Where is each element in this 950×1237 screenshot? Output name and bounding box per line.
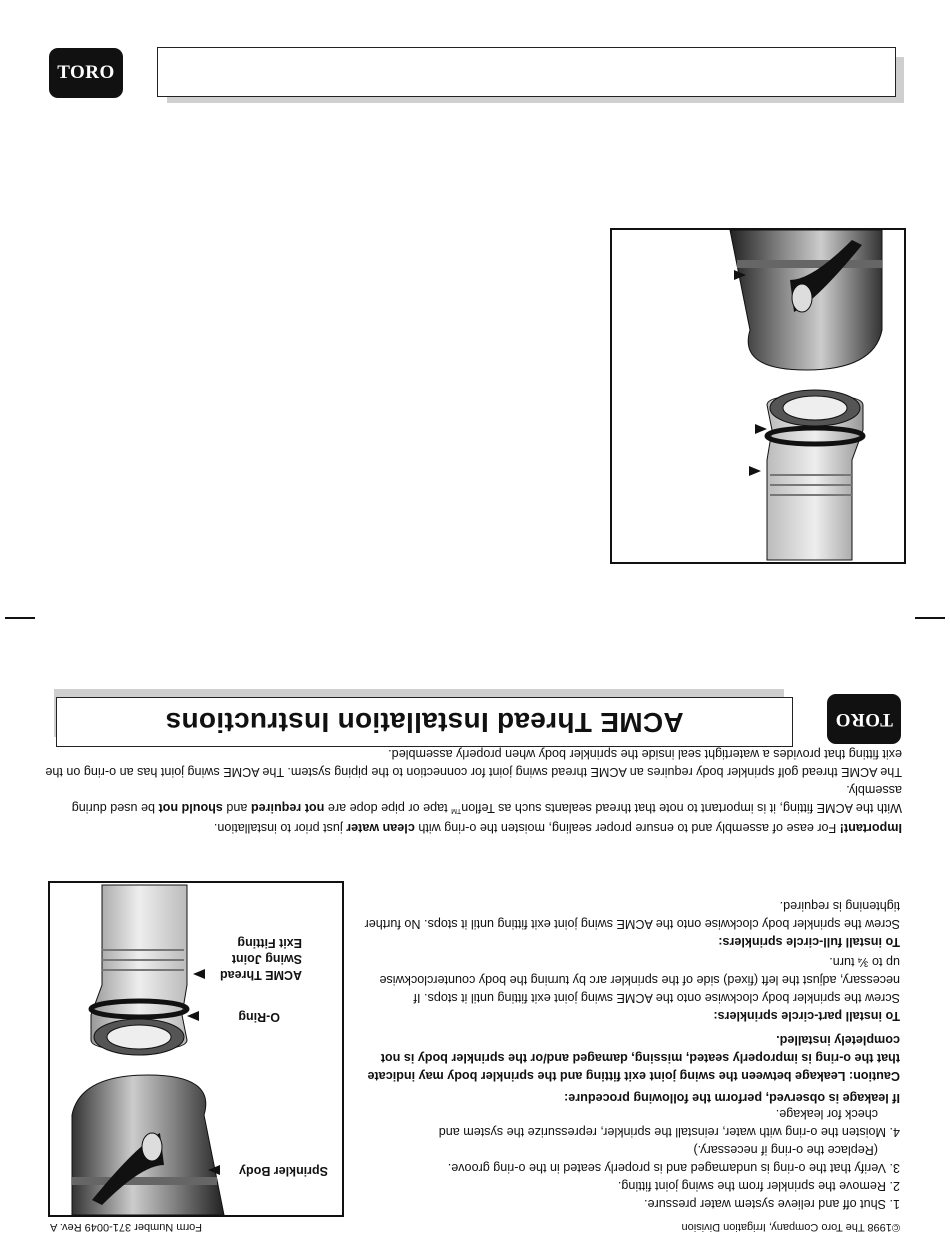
upside-down-page xyxy=(0,630,950,1237)
label-acme-fitting xyxy=(220,935,302,983)
sealant-note xyxy=(42,781,902,819)
blank-title-box xyxy=(157,47,896,97)
full-circle-heading: To install full-circle sprinklers: xyxy=(718,935,900,949)
toro-logo-bottom xyxy=(827,694,901,744)
copyright-text: ©1998 The Toro Company, Irrigation Division xyxy=(681,1221,900,1233)
sprinkler-figure-top xyxy=(610,228,906,564)
sealant-text-c: and xyxy=(222,800,251,815)
step-1: 1. Shut off and relieve system water pressure. xyxy=(644,1197,900,1211)
important-note xyxy=(42,819,902,837)
page-title: ACME Thread Installation Instructions xyxy=(56,697,793,747)
label-o-ring: O-Ring xyxy=(238,1010,280,1024)
logo-text-bottom: TORO xyxy=(835,709,893,730)
label-sprinkler-body: Sprinkler Body xyxy=(239,1164,328,1178)
logo-text: TORO xyxy=(57,62,115,83)
sprinkler-figure-bottom xyxy=(48,881,344,1217)
page-footer xyxy=(0,1217,950,1237)
should-not-emphasis: should not xyxy=(158,800,223,815)
clean-water-emphasis: clean water xyxy=(346,821,415,835)
full-circle-text: Screw the sprinkler body clockwise onto the ACME swing joint exit fitting until it stops. No further tightening is required. xyxy=(364,899,900,931)
caution-text: Caution: Leakage between the swing joint exit fitting and the sprinkler body may indicate that the o-ring is improperly seated, missing, damaged and/or the sprinkler body is not completely installed. xyxy=(367,1033,900,1083)
part-circle-heading: To install part-circle sprinklers: xyxy=(713,1009,900,1023)
sealant-text-d: be used during assembly. xyxy=(71,782,902,815)
intro-paragraph: The ACME thread golf sprinkler body requires an ACME thread swing joint for connection to the piping system. The ACME swing joint has an o-ring on the exit fitting that provides a watertight seal inside the sprinkler body when properly assembled. xyxy=(45,746,902,779)
not-required-emphasis: not required xyxy=(250,800,325,815)
label-acme-line-1: ACME Thread xyxy=(220,968,302,982)
step-4: 4. Moisten the o-ring with water, reinstall the sprinkler, repressurize the system and xyxy=(438,1125,900,1139)
label-acme-line-2: Swing Joint xyxy=(231,952,302,966)
important-text-a: For ease of assembly and to ensure proper sealing, moisten the o-ring with xyxy=(414,821,840,835)
leakage-procedure-list xyxy=(362,1105,900,1217)
installation-instructions xyxy=(362,897,900,1107)
step-3-note: (Replace the o-ring if necessary.) xyxy=(693,1143,878,1157)
sealant-text-b: tape or pipe dope are xyxy=(324,800,452,815)
crop-mark-right xyxy=(915,617,945,619)
sealant-text-a: With the ACME fitting, it is important to note that thread sealants such as Teflon xyxy=(461,800,902,815)
important-label: Important! xyxy=(839,821,902,835)
step-3: 3. Verify that the o-ring is undamaged and is properly seated in the o-ring groove. xyxy=(447,1161,900,1175)
leakage-heading: If leakage is observed, perform the following procedure: xyxy=(564,1091,900,1105)
sprinkler-illustration-icon xyxy=(612,230,904,562)
intro-text xyxy=(42,745,902,837)
step-2: 2. Remove the sprinkler from the swing joint fitting. xyxy=(617,1179,900,1193)
part-circle-text: Screw the sprinkler body clockwise onto the ACME swing joint exit fitting until it stops. If necessary, adjust the left (fixed) side of the sprinkler arc by turning the body counterclockwise up to ¾ turn. xyxy=(379,955,900,1005)
important-text-b: just prior to installation. xyxy=(213,821,347,835)
step-4-continued: check for leakage. xyxy=(775,1107,878,1121)
label-acme-line-3: Exit Fitting xyxy=(237,936,302,950)
form-number-text: Form Number 371-0049 Rev. A xyxy=(50,1221,203,1233)
crop-mark-left xyxy=(5,617,35,619)
trademark-mark: TM xyxy=(451,807,462,814)
toro-logo xyxy=(49,48,123,98)
